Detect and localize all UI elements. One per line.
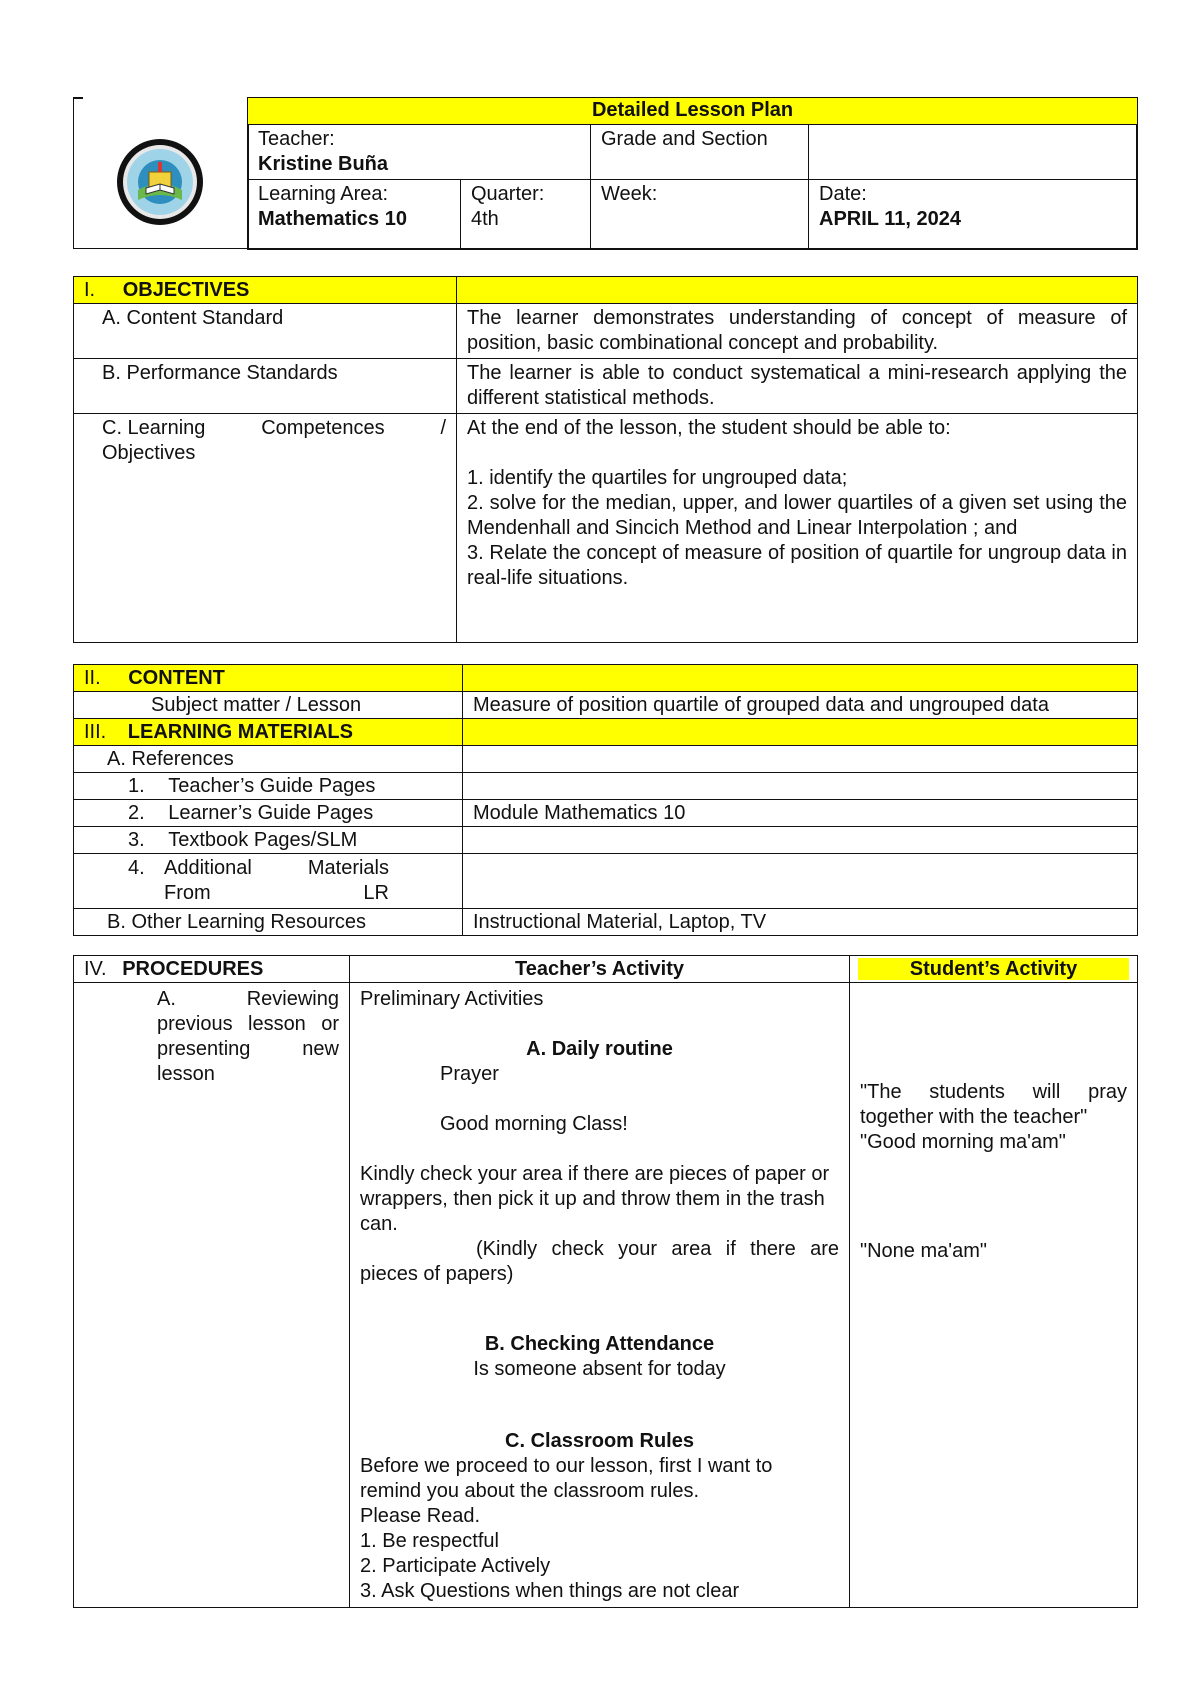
teachers-guide-label-cell <box>74 773 463 800</box>
textbook-label: Textbook Pages/SLM <box>168 829 358 851</box>
performance-standard-label: B. Performance Standards <box>74 359 457 414</box>
student-activity-cell <box>850 983 1138 1608</box>
content-standard-value: The learner demonstrates understanding of concept of measure of position, basic combinational concept and probability. <box>457 304 1138 359</box>
content-header <box>74 665 463 692</box>
step-label-cell <box>74 983 350 1608</box>
objectives-header-blank <box>457 277 1138 304</box>
quarter-cell <box>461 180 591 250</box>
week-cell <box>591 180 809 250</box>
classroom-rules-heading: C. Classroom Rules <box>505 1430 694 1452</box>
area-cell <box>248 180 461 250</box>
teacher-cell <box>248 125 591 180</box>
other-resources-value: Instructional Material, Laptop, TV <box>463 909 1138 936</box>
content-title: CONTENT <box>128 667 225 689</box>
student-none: "None ma'am" <box>860 1240 987 1262</box>
learners-guide-label-cell <box>74 800 463 827</box>
step-label: A. Reviewing previous lesson or presenting new lesson <box>157 988 339 1085</box>
daily-routine-heading: A. Daily routine <box>526 1038 673 1060</box>
additional-materials-label-cell <box>74 854 463 909</box>
spacer <box>360 1407 839 1429</box>
rules-intro: Before we proceed to our lesson, first I want to remind you about the classroom rules. <box>360 1455 773 1502</box>
grade-label: Grade and Section <box>591 125 809 180</box>
procedures-num: IV. <box>84 958 107 980</box>
procedures-header <box>74 956 350 983</box>
teachers-guide-label: Teacher’s Guide Pages <box>168 775 376 797</box>
additional-materials-label: Additional Materials From LR <box>164 857 389 904</box>
grade-value <box>809 125 1138 180</box>
check-area-note: (Kindly check your area if there are pieces of papers) <box>360 1238 839 1285</box>
learners-guide-value: Module Mathematics 10 <box>463 800 1138 827</box>
quarter-label: Quarter: <box>471 183 545 205</box>
references-label: A. References <box>74 746 463 773</box>
textbook-label-cell <box>74 827 463 854</box>
rule-2: 2. Participate Actively <box>360 1555 551 1577</box>
competence-1: 1. identify the quartiles for ungrouped data; <box>467 467 848 489</box>
spacer <box>360 1312 839 1332</box>
competences-label-d: Objectives <box>102 442 196 464</box>
date-value: APRIL 11, 2024 <box>819 208 961 230</box>
content-num: II. <box>84 667 101 689</box>
student-activity-header: Student’s Activity <box>858 958 1129 980</box>
area-value: Mathematics 10 <box>258 208 407 230</box>
spacer <box>360 1287 839 1312</box>
materials-header-blank <box>463 719 1138 746</box>
other-resources-label: B. Other Learning Resources <box>74 909 463 936</box>
objectives-title: OBJECTIVES <box>122 279 250 301</box>
preliminary-activities: Preliminary Activities <box>360 988 544 1010</box>
check-area-text: Kindly check your area if there are pieces of paper or wrappers, then pick it up and throw them in the trash can. <box>360 1163 830 1235</box>
week-label: Week: <box>601 183 658 205</box>
content-standard-label: A. Content Standard <box>74 304 457 359</box>
header-corner-mark <box>73 97 83 99</box>
spacer <box>360 1012 839 1037</box>
teacher-activity-cell <box>350 983 850 1608</box>
teachers-guide-num: 1. <box>128 775 145 797</box>
competence-2: 2. solve for the median, upper, and lower quartiles of a given set using the Mendenhall and Sincich Method and Linear Interpolation ; and <box>467 492 1127 539</box>
spacer <box>860 1155 1127 1239</box>
additional-materials-row <box>128 856 452 906</box>
competences-label-a: C. Learning <box>102 417 206 439</box>
teachers-guide-value <box>463 773 1138 800</box>
competences-label-c: / <box>440 417 446 439</box>
competences-label-row <box>102 416 446 441</box>
student-greet: "Good morning ma'am" <box>860 1131 1066 1153</box>
greeting-text: Good morning Class! <box>440 1113 628 1135</box>
header-table <box>247 97 1138 250</box>
spacer <box>860 987 1127 1080</box>
competences-value-cell <box>457 414 1138 643</box>
attendance-heading: B. Checking Attendance <box>484 1333 715 1355</box>
spacer <box>360 1137 839 1162</box>
subject-value: Measure of position quartile of grouped data and ungrouped data <box>463 692 1138 719</box>
additional-materials-num: 4. <box>128 857 145 879</box>
textbook-value <box>463 827 1138 854</box>
additional-materials-value <box>463 854 1138 909</box>
teacher-activity-header: Teacher’s Activity <box>350 956 850 983</box>
competences-label-cell <box>74 414 457 643</box>
date-cell <box>809 180 1138 250</box>
materials-num: III. <box>84 721 107 743</box>
learners-guide-label: Learner’s Guide Pages <box>168 802 374 824</box>
please-read: Please Read. <box>360 1505 481 1527</box>
learners-guide-num: 2. <box>128 802 145 824</box>
teacher-label: Teacher: <box>258 128 335 150</box>
content-header-blank <box>463 665 1138 692</box>
competences-label-b: Competences <box>261 417 385 439</box>
student-pray: "The students will pray together with the teacher" <box>860 1081 1127 1128</box>
materials-title: LEARNING MATERIALS <box>127 721 353 743</box>
objectives-table <box>73 276 1138 643</box>
materials-header <box>74 719 463 746</box>
performance-standard-value: The learner is able to conduct systematical a mini-research applying the different statistical methods. <box>457 359 1138 414</box>
lesson-plan-title: Detailed Lesson Plan <box>248 98 1138 125</box>
rule-1: 1. Be respectful <box>360 1530 499 1552</box>
references-value <box>463 746 1138 773</box>
objectives-num: I. <box>84 279 96 301</box>
textbook-num: 3. <box>128 829 145 851</box>
procedures-title: PROCEDURES <box>122 958 264 980</box>
date-label: Date: <box>819 183 867 205</box>
area-label: Learning Area: <box>258 183 389 205</box>
competence-3: 3. Relate the concept of measure of position of quartile for ungroup data in real-life situations. <box>467 542 1127 589</box>
competences-intro: At the end of the lesson, the student should be able to: <box>467 417 951 439</box>
student-activity-header-cell <box>850 956 1138 983</box>
teacher-name: Kristine Buña <box>258 153 389 175</box>
subject-label: Subject matter / Lesson <box>74 692 463 719</box>
objectives-header <box>74 277 457 304</box>
prayer-text: Prayer <box>440 1063 499 1085</box>
school-seal-icon <box>116 138 204 226</box>
procedures-table <box>73 955 1138 1608</box>
spacer <box>360 1087 839 1112</box>
competences-spacer <box>467 441 1127 466</box>
quarter-value: 4th <box>471 208 499 230</box>
spacer <box>360 1382 839 1407</box>
attendance-question: Is someone absent for today <box>473 1358 726 1380</box>
rule-3: 3. Ask Questions when things are not clear <box>360 1580 740 1602</box>
content-materials-table <box>73 664 1138 936</box>
